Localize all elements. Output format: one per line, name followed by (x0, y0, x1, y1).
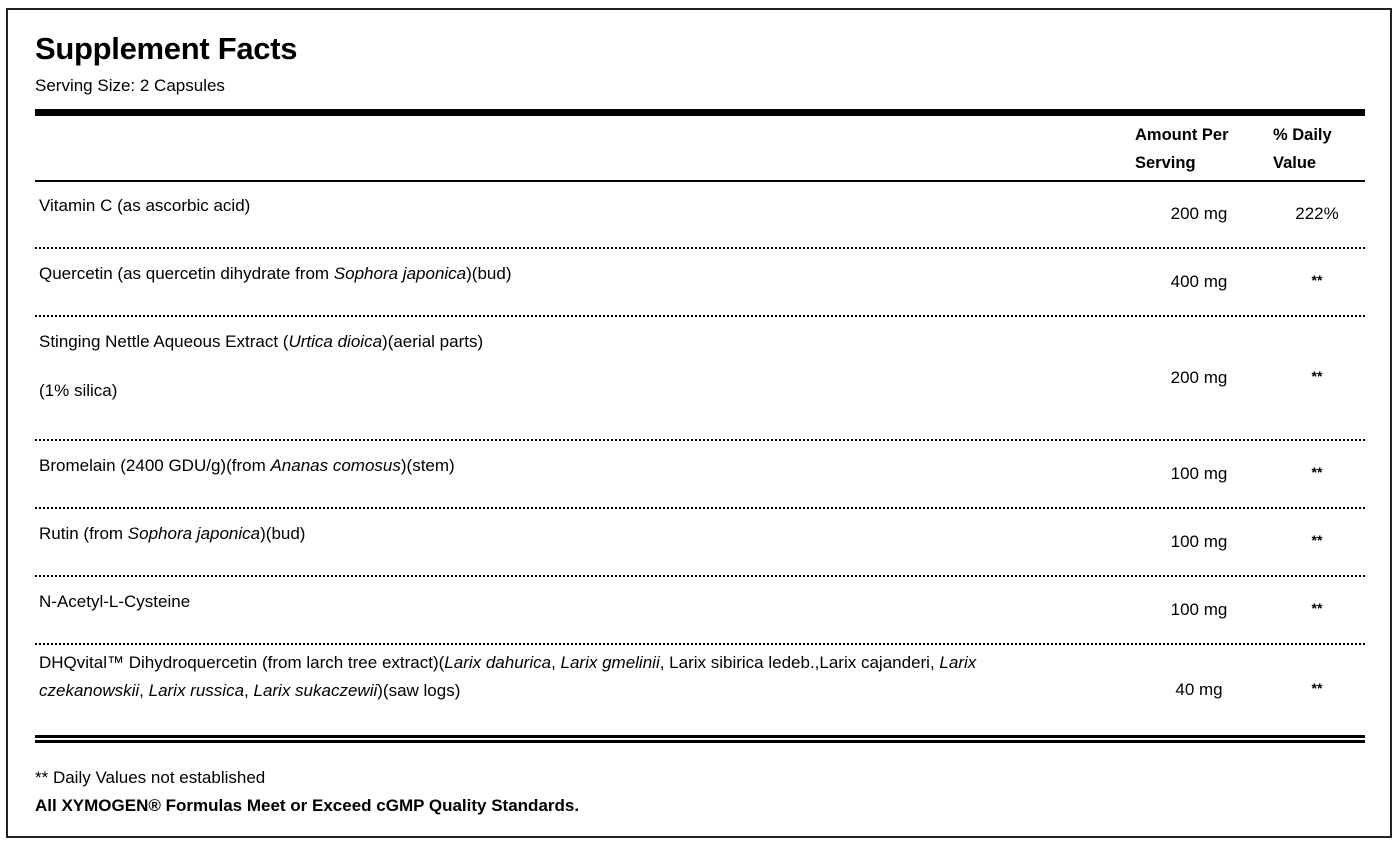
thick-divider (35, 109, 1365, 116)
ingredient-name-line2: (1% silica) (39, 381, 118, 400)
bottom-divider-top (35, 735, 1365, 738)
ingredient-name (39, 588, 1099, 616)
ingredient-amount: 100 mg (1170, 464, 1228, 483)
ingredient-daily-value: ** (1311, 600, 1323, 616)
row-divider (35, 247, 1365, 249)
ingredient-row (35, 646, 1365, 734)
daily-value-footnote: ** Daily Values not established (35, 768, 266, 787)
ingredient-daily-value: ** (1311, 272, 1323, 288)
serving-size: Serving Size: 2 Capsules (35, 76, 225, 95)
name-segment: Vitamin C (as ascorbic acid) (39, 196, 251, 215)
ingredient-amount: 400 mg (1170, 272, 1228, 291)
row-divider (35, 315, 1365, 317)
botanical-name: Ananas comosus (270, 456, 401, 475)
botanical-name: Larix dahurica (444, 653, 552, 672)
ingredient-row (35, 442, 1365, 508)
ingredient-name (39, 192, 1099, 220)
ingredient-name (39, 520, 1099, 548)
botanical-name: Larix czekanowskii (39, 653, 977, 700)
bottom-divider-bottom (35, 740, 1365, 743)
botanical-name: Sophora japonica (333, 264, 467, 283)
ingredient-name (39, 452, 1099, 480)
ingredient-daily-value: ** (1311, 464, 1323, 480)
row-divider (35, 507, 1365, 509)
name-segment: Rutin (from (39, 524, 128, 543)
ingredient-name (39, 649, 1049, 705)
ingredient-row (35, 510, 1365, 576)
ingredient-row (35, 250, 1365, 316)
ingredient-amount: 100 mg (1170, 600, 1228, 619)
row-divider (35, 439, 1365, 441)
row-divider (35, 643, 1365, 645)
ingredient-name (39, 328, 1099, 356)
ingredient-daily-value: ** (1311, 368, 1323, 384)
row-divider (35, 575, 1365, 577)
quality-statement: All XYMOGEN® Formulas Meet or Exceed cGMP Quality Standards. (35, 796, 580, 815)
name-segment: , (244, 681, 254, 700)
botanical-name: Larix sukaczewii (253, 681, 378, 700)
name-segment: , (139, 681, 149, 700)
ingredient-daily-value: 222% (1295, 204, 1339, 223)
name-segment: )(aerial parts) (382, 332, 484, 351)
ingredient-name (39, 260, 1099, 288)
botanical-name: Sophora japonica (127, 524, 261, 543)
name-segment: Stinging Nettle Aqueous Extract ( (39, 332, 289, 351)
ingredient-daily-value: ** (1311, 532, 1323, 548)
name-segment: )(bud) (466, 264, 512, 283)
header-amount-line2: Serving (1135, 154, 1196, 172)
ingredient-row (35, 578, 1365, 644)
ingredient-row (35, 318, 1365, 440)
botanical-name: Larix russica (148, 681, 245, 700)
name-segment: N-Acetyl-L-Cysteine (39, 592, 191, 611)
name-segment: , Larix sibirica ledeb.,Larix cajanderi, (659, 653, 940, 672)
header-amount-per-serving (1135, 121, 1265, 177)
name-segment: )(saw logs) (377, 681, 461, 700)
botanical-name: Larix gmelinii (560, 653, 660, 672)
name-segment: Quercetin (as quercetin dihydrate from (39, 264, 334, 283)
name-segment: )(bud) (260, 524, 306, 543)
panel-title: Supplement Facts (35, 31, 298, 66)
ingredient-amount: 200 mg (1170, 204, 1228, 223)
ingredient-amount: 200 mg (1170, 368, 1228, 387)
header-amount-line1: Amount Per (1135, 126, 1229, 144)
header-daily-value (1273, 121, 1363, 177)
ingredient-amount: 40 mg (1175, 680, 1223, 699)
name-segment: , (551, 653, 561, 672)
header-dv-line1: % Daily (1273, 126, 1332, 144)
ingredient-row (35, 182, 1365, 248)
name-segment: DHQvital™ Dihydroquercetin (from larch tree extract)( (39, 653, 445, 672)
botanical-name: Urtica dioica (288, 332, 383, 351)
ingredient-amount: 100 mg (1170, 532, 1228, 551)
name-segment: Bromelain (2400 GDU/g)(from (39, 456, 271, 475)
name-segment: )(stem) (400, 456, 455, 475)
ingredient-daily-value: ** (1311, 680, 1323, 696)
header-dv-line2: Value (1273, 154, 1317, 172)
